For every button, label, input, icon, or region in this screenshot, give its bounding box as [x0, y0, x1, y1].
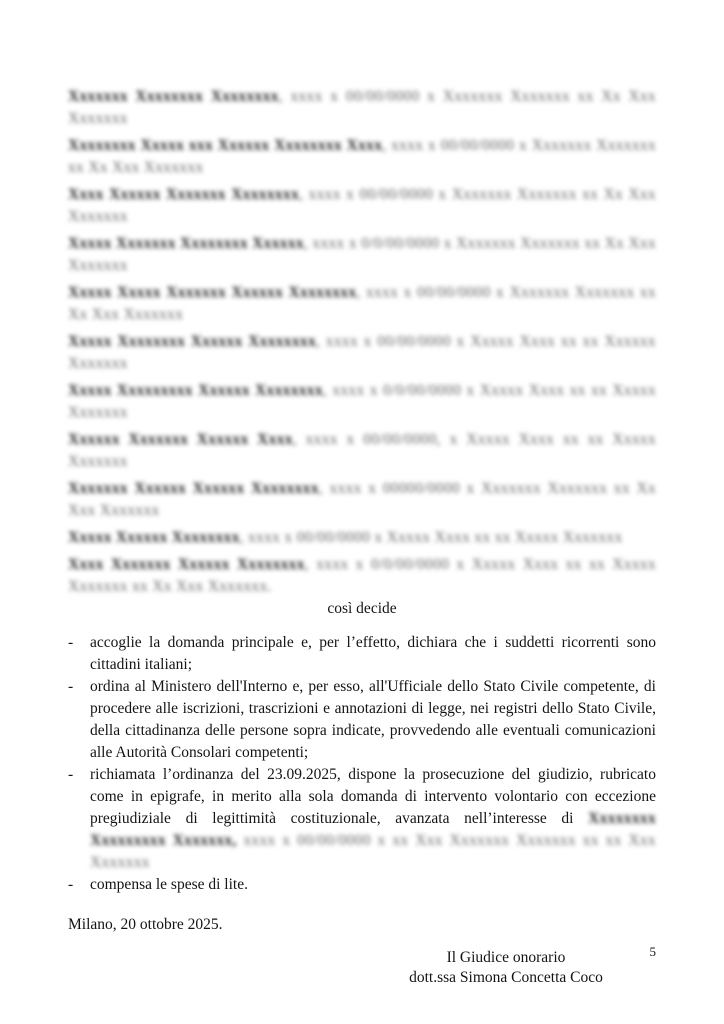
redacted-party-line	[68, 380, 656, 424]
signature-block	[356, 948, 656, 988]
decision-item-text: ordina al Ministero dell'Interno e, per esso, all'Ufficiale dello Stato Civile competente, di procedere alle iscrizioni, trascrizioni e annotazioni di legge, nei registri dello Stato Civile, della cittadinanza delle persone sopra indicate, provvedendo alle eventuali comunicazioni alle Autorità Consolari competenti;	[90, 678, 656, 761]
redacted-details: , xxxx x 00/00/0000, x Xxxxx Xxxx xx xx Xxxxx Xxxxxxx	[68, 431, 656, 470]
redacted-name: Xxxx Xxxxxx Xxxxxxx Xxxxxxxx	[68, 186, 300, 203]
place-date-line: Milano, 20 ottobre 2025.	[68, 916, 223, 933]
redacted-party-line	[68, 184, 656, 228]
redacted-details: , xxxx x 00/00/0000 x Xxxxxxx Xxxxxxx xx Xx Xxx Xxxxxxx	[68, 186, 656, 225]
redacted-details: , xxxx x 00/00/0000 x Xxxxxxx Xxxxxxx xx Xx Xxx Xxxxxxx	[68, 137, 656, 176]
redacted-name: Xxxxx Xxxxxxxxx Xxxxxx Xxxxxxxx	[68, 382, 323, 399]
redacted-name: Xxxxx Xxxxxx Xxxxxxxx	[68, 529, 240, 546]
decision-item-text: compensa le spese di lite.	[90, 876, 248, 893]
redacted-details: , xxxx x 00000/0000 x Xxxxxxx Xxxxxxx xx Xx Xxx Xxxxxxx	[68, 480, 656, 519]
redacted-name: Xxxx Xxxxxxx Xxxxxx Xxxxxxxx	[68, 556, 305, 573]
redacted-name: Xxxxxxx Xxxxxx Xxxxxx Xxxxxxxx	[68, 480, 319, 497]
decision-item-4	[68, 874, 656, 896]
signature-name: dott.ssa Simona Concetta Coco	[409, 969, 603, 986]
redacted-details: , xxxx x 00/00/0000 x Xxxxxxx Xxxxxxx xx Xx Xxx Xxxxxxx	[68, 88, 656, 127]
decision-item-3	[68, 764, 656, 874]
redacted-name: Xxxxxxxx Xxxxxxxxx Xxxxxxx,	[90, 810, 656, 849]
decision-list	[68, 632, 656, 896]
decision-item-text: accoglie la domanda principale e, per l’effetto, dichiara che i suddetti ricorrenti sono cittadini italiani;	[90, 634, 656, 673]
redacted-name: Xxxxx Xxxxxxxx Xxxxxx Xxxxxxxx	[68, 333, 316, 350]
page-number: 5	[649, 944, 656, 959]
redacted-party-line	[68, 282, 656, 326]
redacted-party-line	[68, 429, 656, 473]
redacted-details: , xxxx x 00/00/0000 x Xxxxxxx Xxxxxxx xx Xx Xxx Xxxxxxx	[68, 284, 657, 323]
redacted-party-line	[68, 527, 656, 549]
redacted-details: , xxxx x 0/0/00/0000 x Xxxxxxx Xxxxxxx xx Xx Xxx Xxxxxxx	[68, 235, 657, 274]
redacted-details: , xxxx x 0/0/00/0000 x Xxxxx Xxxx xx xx Xxxxx Xxxxxxx xx Xx Xxx Xxxxxxx.	[68, 556, 656, 595]
redacted-name: Xxxxxx Xxxxxxx Xxxxxx Xxxx	[68, 431, 293, 448]
redacted-party-line	[68, 86, 656, 130]
redacted-details: , xxxx x 00/00/0000 x Xxxxx Xxxx xx xx Xxxxx Xxxxxxx	[239, 529, 623, 546]
list-dash-marker: -	[68, 766, 74, 783]
redacted-details: , xxxx x 0/0/00/0000 x Xxxxx Xxxx xx xx Xxxxx Xxxxxxx	[68, 382, 657, 421]
redacted-name: Xxxxxxx Xxxxxxxx Xxxxxxxx	[68, 88, 279, 105]
redacted-party-line	[68, 233, 656, 277]
redacted-party-line	[68, 331, 656, 375]
decision-item-1	[68, 632, 656, 676]
decision-heading: così decide	[327, 600, 397, 617]
redacted-party-line	[68, 554, 656, 598]
redacted-name: Xxxxx Xxxxxxx Xxxxxxxx Xxxxxx	[68, 235, 304, 252]
redacted-party-line	[68, 478, 656, 522]
redacted-details: xxxx x 00/00/0000 x xx Xxx Xxxxxxx Xxxxxxx xx xx Xxx Xxxxxxx	[90, 832, 656, 871]
redacted-party-line	[68, 135, 656, 179]
list-dash-marker: -	[68, 634, 74, 651]
list-dash-marker: -	[68, 678, 74, 695]
decision-item-text: richiamata l’ordinanza del 23.09.2025, dispone la prosecuzione del giudizio, rubricato come in epigrafe, in merito alla sola domanda di intervento volontario con eccezione pregiudiziale di legittimità costituzionale, avanzata nell’interesse di	[90, 766, 656, 827]
signature-role: Il Giudice onorario	[446, 949, 566, 966]
redacted-parties-list	[68, 86, 656, 598]
redacted-details: , xxxx x 00/00/0000 x Xxxxx Xxxx xx xx Xxxxxx Xxxxxxx	[68, 333, 656, 372]
redacted-name: Xxxxx Xxxxx Xxxxxxx Xxxxxx Xxxxxxxx	[68, 284, 357, 301]
decision-item-2	[68, 676, 656, 764]
list-dash-marker: -	[68, 876, 74, 893]
redacted-name: Xxxxxxxx Xxxxx xxx Xxxxxx Xxxxxxxx Xxxx	[68, 137, 383, 154]
